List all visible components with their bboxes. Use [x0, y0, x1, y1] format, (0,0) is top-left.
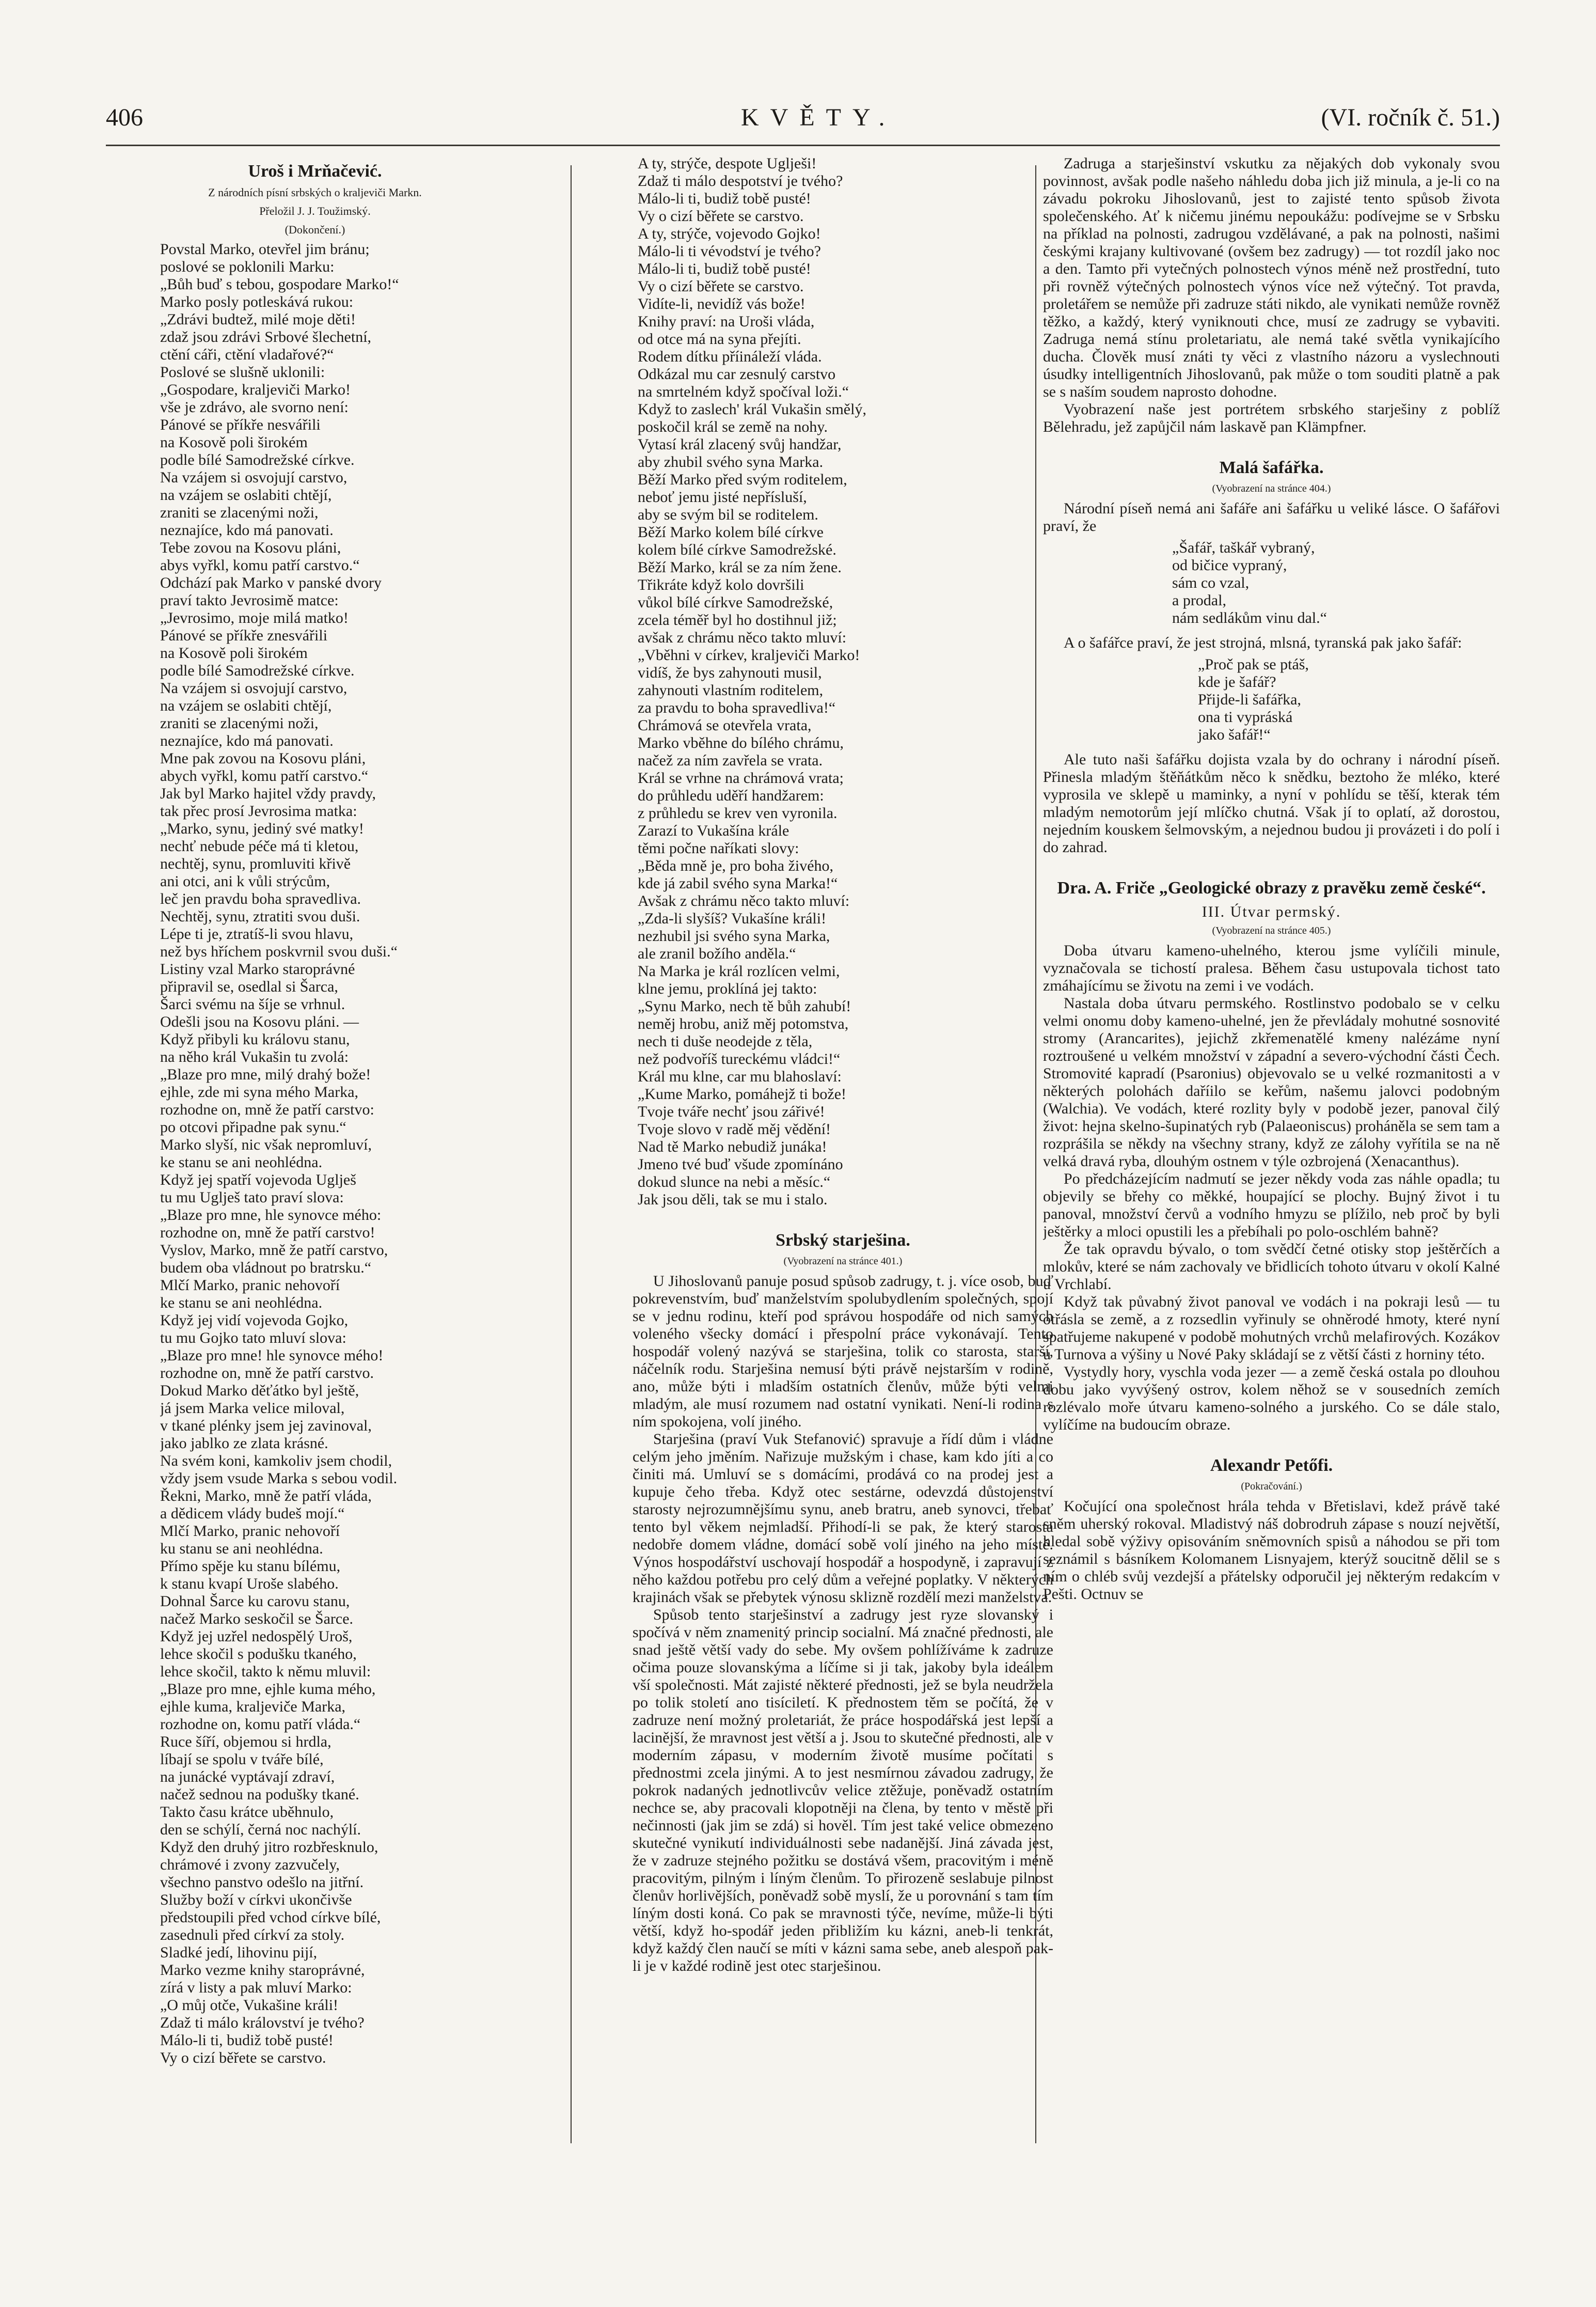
safarka-title: Malá šafářka. [1219, 458, 1324, 477]
verse-line: zasednuli před církví za stoly. [160, 1926, 345, 1943]
verse-line: neznajíce, kdo má panovati. [160, 732, 334, 749]
verse-line: Dokud Marko děťátko byl ještě, [160, 1382, 359, 1399]
verse-line: leč jen pravdu boha spravedliva. [160, 890, 361, 907]
verse-line: rozhodne on, mně že patří carstvo! [160, 1224, 375, 1241]
verse-line: „Blaze pro mne, milý drahý bože! [160, 1066, 371, 1083]
paragraph: Starješina (praví Vuk Stefanović) spravuje a řídí dům i vládne celým jeho jměním. Nařizuje mužským i chase, kam kdo jíti a co činiti má. Umluví se s domácími, prodává co na prodej jest a kupuje čeho třeba. Když otec sestárne, odevzdá důstojenství starosty nejrozumnějšímu synu, aneb bratru, aneb synovci, třebať tento byl věkem nejmladší. Přihodí-li se pak, že který starosta nedobře domem vládne, domácí sobě volí jiného na jeho místě. Výnos hospodářství uschovají hospodář a hospodyně, i zapravují z něho každou potřebu pro celý dům a veřejné poplatky. V některých krajinách však se přebytek výnosu sklizně rozdělí mezi manželstva. [633, 1431, 1053, 1606]
verse-line: nechť nebude péče má ti kletou, [160, 838, 359, 855]
verse-line: neznajíce, kdo má panovati. [160, 522, 334, 539]
verse-line: Když den druhý jitro rozbřesknulo, [160, 1839, 378, 1856]
verse-line: aby zhubil svého syna Marka. [638, 453, 824, 470]
verse-line: neměj hrobu, aniž měj potomstva, [638, 1015, 849, 1032]
verse-line: avšak z chrámu něco takto mluví: [638, 629, 847, 646]
verse-line: Ruce šíří, objemou si hrdla, [160, 1733, 331, 1750]
verse-line: A ty, strýče, vojevodo Gojko! [638, 225, 821, 242]
verse-line: Nad tě Marko nebudiž junáka! [638, 1138, 827, 1155]
verse-line: na Kosově poli širokém [160, 645, 308, 662]
verse-line: Jak byl Marko hajitel vždy pravdy, [160, 785, 376, 802]
paragraph: Vystydly hory, vyschla voda jezer — a země česká ostala po dlouhou dobu jako vyvýšený ostrov, kolem něhož se v sousedních zemích rozlévalo moře útvaru kameno-solného a jurského. Co se dále stalo, vylíčíme na budoucím obraze. [1043, 1363, 1500, 1433]
verse-line: Vy o cizí běřete se carstvo. [160, 2049, 326, 2066]
verse-line: Služby boží v církvi ukončivše [160, 1891, 352, 1908]
verse-line: ke stanu se ani neohlédna. [160, 1294, 323, 1311]
geology-caption: (Vyobrazení na stránce 405.) [1212, 925, 1331, 936]
paragraph: Když tak půvabný život panoval ve vodách i na pokraji lesů — tu otřásla se země, a z rozsedlin vyřinuly se ohněrodé hmoty, které nyní spatřujeme nakupené v podobě mohutných vrchů melafirových. Kozákov u Turnova a výšiny u Nové Paky skládají se z větší části z horniny této. [1043, 1293, 1500, 1363]
verse-line: načež sednou na podušky tkané. [160, 1786, 359, 1803]
verse-line: neboť jemu jisté nepřísluší, [638, 489, 807, 506]
verse-line: na něho král Vukašin tu zvolá: [160, 1048, 349, 1065]
paragraph: Vyobrazení naše jest portrétem srbského starješiny z poblíž Bělehradu, jež zapůjčil nám laskavě pan Klämpfner. [1043, 401, 1500, 435]
verse-line: Odchází pak Marko v panské dvory [160, 574, 382, 591]
verse-line: kde je šafář? [1198, 673, 1276, 690]
verse-line: Dohnal Šarce ku carovu stanu, [160, 1593, 350, 1610]
verse-line: vždy jsem vsude Marka s sebou vodil. [160, 1470, 398, 1487]
verse-line: Málo-li ti, budiž tobě pusté! [638, 190, 811, 207]
poem-note: (Dokončení.) [285, 223, 345, 236]
verse-line: Nechtěj, synu, ztratiti svou duši. [160, 908, 360, 925]
verse-line: načež Marko seskočil se Šarce. [160, 1610, 354, 1627]
verse-line: podle bílé Samodrežské církve. [160, 451, 355, 468]
column-3 [1043, 155, 1500, 2283]
verse-line: Vy o cizí běřete se carstvo. [638, 278, 804, 295]
verse-line: Marko vběhne do bílého chrámu, [638, 734, 844, 751]
verse-line: abys vyřkl, komu patří carstvo.“ [160, 557, 360, 574]
verse-line: Vidíte-li, nevidíž vás bože! [638, 295, 805, 312]
verse-line: Král mu klne, car mu blahoslaví: [638, 1068, 842, 1085]
verse-line: praví takto Jevrosimě matce: [160, 592, 339, 609]
petofi-title: Alexandr Petőfi. [1210, 1456, 1333, 1475]
verse-line: Třikráte když kolo dovršili [638, 576, 804, 593]
verse-line: Tebe zovou na Kosovu pláni, [160, 539, 341, 556]
paragraph: U Jihoslovanů panuje posud spůsob zadrugy, t. j. více osob, buď pokrevenstvím, buď manželstvím spolubydlením společných, spojí se v jednu rodinu, kteří pod správou hospodáře od nich samých voleného všecky domácí i přespolní práce vykonávají. Tento hospodář volený nazývá se starješina, tolik co starosta, starší, náčelník rodu. Starješina nemusí býti právě nejstarším v rodině, ano, může býti i mladším ostatních členův, může býti velmi mladým, ale musí rozumem nad ostatní vynikati. Není-li rodina s ním spokojena, volí jiného. [633, 1273, 1053, 1430]
safarka-caption: (Vyobrazení na stránce 404.) [1212, 483, 1331, 494]
verse-line: Vyslov, Marko, mně že patří carstvo, [160, 1242, 388, 1259]
verse-line: Šarci svému na šíje se vrhnul. [160, 996, 345, 1013]
verse-line: a prodal, [1172, 592, 1226, 609]
verse-line: Marko posly potleskává rukou: [160, 293, 354, 310]
verse-line: Řekni, Marko, mně že patří vláda, [160, 1487, 372, 1504]
verse-line: „Zdrávi budtež, milé moje děti! [160, 311, 356, 328]
verse-line: ctění cáři, ctění vladařové?“ [160, 346, 334, 363]
verse-line: zírá v listy a pak mluví Marko: [160, 1979, 352, 1996]
safarka-quote-2 [1198, 656, 1500, 744]
verse-line: Na svém koni, kamkoliv jsem chodil, [160, 1452, 392, 1469]
geology-title: Dra. A. Friče „Geologické obrazy z pravěku země české“. [1057, 878, 1486, 898]
verse-line: zahynouti vlastním roditelem, [638, 682, 824, 699]
verse-line: lehce skočil, takto k němu mluvil: [160, 1663, 371, 1680]
verse-line: na vzájem se oslabiti chtějí, [160, 697, 332, 714]
verse-line: „Šafář, taškář vybraný, [1172, 539, 1315, 556]
header-rule [106, 145, 1500, 146]
verse-line: od bičice vypraný, [1172, 557, 1287, 574]
page-number: 406 [106, 104, 143, 131]
verse-line: než bys hříchem poskvrnil svou duši.“ [160, 943, 398, 960]
poem-verses-continued [633, 155, 1053, 1209]
verse-line: Zarazí to Vukašína krále [638, 822, 789, 839]
verse-line: Přijde-li šafářka, [1198, 691, 1301, 708]
verse-line: nech ti duše neodejde z těla, [638, 1033, 813, 1050]
verse-line: ejhle, zde mi syna mého Marka, [160, 1084, 359, 1101]
verse-line: zraniti se zlacenými noži, [160, 504, 319, 521]
verse-line: „Blaze pro mne! hle synovce mého! [160, 1347, 384, 1364]
verse-line: než podvoříš tureckému vládci!“ [638, 1050, 841, 1068]
poem-title: Uroš i Mrňačević. [248, 162, 382, 181]
verse-line: vše je zdrávo, ale svorno není: [160, 399, 349, 416]
column-divider [571, 165, 572, 2143]
verse-line: ona ti vypráská [1198, 709, 1293, 726]
verse-line: po otcovi připadne pak synu.“ [160, 1119, 346, 1136]
starjesina-title: Srbský starješina. [776, 1231, 910, 1250]
verse-line: Běží Marko kolem bílé církve [638, 524, 824, 541]
verse-line: A ty, strýče, despote Uglješi! [638, 155, 817, 172]
verse-line: tak přec prosí Jevrosima matka: [160, 803, 357, 820]
verse-line: Pánové se příkře znesvářili [160, 627, 328, 644]
verse-line: kde já zabil svého syna Marka!“ [638, 875, 838, 892]
verse-line: „Kume Marko, pomáhejž ti bože! [638, 1086, 847, 1103]
verse-line: Lépe ti je, ztratíš-li svou hlavu, [160, 925, 354, 943]
starjesina-caption: (Vyobrazení na stránce 401.) [783, 1255, 903, 1267]
verse-line: Chrámová se otevřela vrata, [638, 717, 812, 734]
verse-line: Na vzájem si osvojují carstvo, [160, 469, 347, 486]
safarka-intro: Národní píseň nemá ani šafáře ani šafářku u veliké lásce. O šafářovi praví, že [1043, 500, 1500, 535]
paragraph: Že tak opravdu bývalo, o tom svědčí četné otisky stop ještěrčích a mlokův, které se nám zachovaly ve břidlicích tohoto útvaru v okolí Kalné u Vrchlabí. [1043, 1241, 1500, 1293]
verse-line: „Zda-li slyšíš? Vukašíne králi! [638, 910, 827, 927]
verse-line: Sladké jedí, lihovinu pijí, [160, 1944, 318, 1961]
verse-line: dokud slunce na nebi a měsíc.“ [638, 1173, 831, 1190]
verse-line: Když jej vidí vojevoda Gojko, [160, 1312, 349, 1329]
verse-line: Když přibyli ku královu stanu, [160, 1031, 350, 1048]
verse-line: Listiny vzal Marko staroprávné [160, 961, 355, 978]
verse-line: zdaž jsou zdrávi Srbové šlechetní, [160, 328, 372, 346]
paragraph: Po předcházejícím nadmutí se jezer někdy voda zas náhle opadla; tu objevily se břehy co měkké, houpající se plochy. Bujný život i tu panoval, množství červů a vodního hmyzu se plížilo, neb proč by byli ještěrky a mloci opustili les a přebíhali po polo-oschlém bahně? [1043, 1170, 1500, 1240]
safarka-outro: Ale tuto naši šafářku dojista vzala by do ochrany i národní píseň. Přinesla mladým štěňátkům něco k snědku, beztoho že mléko, které vyprosila ve sklepě u maminky, a nyní v pohlídu se těší, kterak tém mladým nemotorům její mlíčko chutná. Však jí to oplatí, až dorostou, nejedním kouskem šelmovským, a nejednou budou ji provázeti i do polí i do zahrad. [1043, 751, 1500, 856]
issue-label: (VI. ročník č. 51.) [1321, 104, 1500, 131]
verse-line: vůkol bílé církve Samodrežské, [638, 594, 833, 611]
verse-line: všechno panstvo odešlo na jitřní. [160, 1874, 364, 1891]
verse-line: Rodem dítku příináleží vláda. [638, 348, 822, 365]
verse-line: chrámové i zvony zazvučely, [160, 1856, 340, 1873]
verse-line: kolem bílé církve Samodrežské. [638, 541, 836, 558]
verse-line: poslové se poklonili Marku: [160, 258, 335, 275]
verse-line: Mlčí Marko, pranic nehovoří [160, 1277, 340, 1294]
verse-line: z průhledu se krev ven vyronila. [638, 805, 837, 822]
verse-line: Málo-li ti vévodství je tvého? [638, 243, 821, 260]
verse-line: připravil se, osedlal si Šarca, [160, 978, 338, 995]
starjesina-body-continued [1043, 155, 1500, 436]
verse-line: ale zranil božího anděla.“ [638, 945, 796, 962]
verse-line: Když jej spatří vojevoda Uglješ [160, 1171, 356, 1188]
verse-line: tu mu Uglješ tato praví slova: [160, 1189, 344, 1206]
verse-line: zraniti se zlacenými noži, [160, 715, 319, 732]
verse-line: rozhodne on, komu patří vláda.“ [160, 1716, 361, 1733]
verse-line: „O můj otče, Vukašine králi! [160, 1997, 339, 2014]
verse-line: nezhubil jsi svého syna Marka, [638, 928, 830, 945]
verse-line: Tvoje slovo v radě měj vědění! [638, 1121, 831, 1138]
poem-subtitle: Z národních písní srbských o kraljeviči Markn. [208, 186, 422, 199]
verse-line: Na vzájem si osvojují carstvo, [160, 680, 347, 697]
verse-line: „Synu Marko, nech tě bůh zahubí! [638, 998, 851, 1015]
verse-line: Vytasí král zlacený svůj handžar, [638, 436, 842, 453]
verse-line: na junácké vyptávají zdraví, [160, 1768, 335, 1785]
paragraph: Nastala doba útvaru permského. Rostlinstvo podobalo se v celku velmi onomu doby kameno-uhelné, jen že převládaly mohutné sosnovité stromy (Arancarites), jejichž zkřemenatělé kmeny nalézáme nyní roztroušené u velkém množství v západní a severo-východní části Čech. Stromovité kapradí (Psaronius) objevovalo se u velké rozmanitosti a v některých polohách daříilo se keřům, našemu jalovci podobným (Walchia). Ve vodách, které rozlity byly v podobě jezer, panoval čilý život: hejna skelno-šupinatých ryb (Palaeoniscus) proháněla se sem tam a rozprášila se někdy na všechny strany, když ze zálohy vyřítila se na ně velká dravá ryba, dlouhým ostnem v týle ozbrojená (Xenacanthus). [1043, 995, 1500, 1170]
safarka-quote-1 [1172, 539, 1500, 627]
verse-line: Vy o cizí běřete se carstvo. [638, 208, 804, 225]
verse-line: Povstal Marko, otevřel jim bránu; [160, 241, 370, 258]
verse-line: jako jablko ze zlata krásné. [160, 1435, 328, 1452]
verse-line: předstoupili před vchod církve bílé, [160, 1909, 381, 1926]
journal-title: KVĚTY. [741, 104, 896, 131]
verse-line: líbají se spolu v tváře bílé, [160, 1751, 324, 1768]
verse-line: nám sedlákům vinu dal.“ [1172, 609, 1327, 626]
verse-line: ani otci, ani k vůli strýcům, [160, 873, 330, 890]
verse-line: Knihy praví: na Uroši vláda, [638, 313, 815, 330]
verse-line: Král se vrhne na chrámová vrata; [638, 770, 844, 787]
verse-line: vidíš, že bys zahynouti musil, [638, 664, 822, 681]
verse-line: ku stanu se ani neohlédna. [160, 1540, 323, 1557]
verse-line: aby se svým bil se roditelem. [638, 506, 818, 523]
starjesina-body [633, 1273, 1053, 1975]
verse-line: Když jej uzřel nedospělý Uroš, [160, 1628, 353, 1645]
verse-line: Takto času krátce uběhnulo, [160, 1803, 334, 1821]
verse-line: Pánové se příkře nesvářili [160, 416, 321, 433]
verse-line: den se schýlí, černá noc nachýlí. [160, 1821, 361, 1838]
verse-line: ke stanu se ani neohlédna. [160, 1154, 323, 1171]
verse-line: Avšak z chrámu něco takto mluví: [638, 892, 850, 909]
verse-line: na vzájem se oslabiti chtějí, [160, 486, 332, 504]
verse-line: ejhle kuma, kraljeviče Marka, [160, 1698, 346, 1715]
verse-line: Přímo spěje ku stanu bílému, [160, 1558, 341, 1575]
verse-line: „Vběhni v církev, kraljeviči Marko! [638, 647, 860, 664]
verse-line: Běží Marko před svým roditelem, [638, 471, 847, 488]
paragraph: Zadruga a starješinství vskutku za nějakých dob vykonaly svou povinnost, avšak podle našeho náhledu doba jich již minula, a je-li co na závadu pokroku Jihoslovanů, jest to zajisté tento spůsob života společenského. Ať k ničemu jinému nepoukážu: podívejme se v Srbsku na příklad na polnosti, zadrugou vzdělávané, a pak na polnosti, našimi českými krajany kultivované (ovšem bez zadrugy) — tot rozdíl jako noc a den. Tamto při vytečných polnostech výnos méně než prostřední, tuto při rovněž výtečných polnostech výnos více než výtečný. Tot pravda, proletářem se nemůže při zadruze státi nikdo, ale vynikati nemůže rovněž těžko, a každý, který vyniknouti chce, musí ze zadrugy se vybaviti. Zadruga nemá stínu proletariatu, ale nemá také světla vynikajícího ducha. Člověk musí znáti ty věci z vlastního názoru a vyslechnouti úsudky intelligentních Jihoslovanů, pak může o tom souditi platně a pak se s naším soudem naprosto dohodne. [1043, 155, 1500, 400]
verse-line: Jak jsou děli, tak se mu i stalo. [638, 1191, 828, 1208]
paragraph: Spůsob tento starješinství a zadrugy jest ryze slovanský i spočívá v něm znamenitý princip socialní. Má značné přednosti, ale snad ještě větší vady do sebe. My ovšem pohlížíváme k zadruze očima pouze slovanskýma a líčíme si ji tak, jakoby byla ideálem vší společnosti. Mát zajisté některé přednosti, jež se byla neudržela po tolik století ano tisíciletí. K přednostem těm se počítá, že v zadruze není možný proletariát, že práce hospodářská jest lepší a lacinější, že mravnost jest větší a j. Jsou to skutečné přednosti, ale v moderním zápasu, v moderním životě musíme počítati s přednostmi zcela jinými. A to jest nesmírnou závadou zadrugy, že pokrok nadaných jednotlivcův velice ztěžuje, poněvadž ostatním nechce se, aby pracovali klopotněji na člena, by tento v městě při nečinnosti (jak jim se zdá) si hověl. Tím jest také velice obmezeno skutečné vynikutí individuálnosti sebe nadanější. Jiná závada jest, že v zadruze stejného požitku se dostává všem, pracovitým i méně pracovitým, pilným i líným členům. To přirozeně seslabuje pilnost členův horlivějších, poněvadž sobě myslí, že u porovnání s tam tím líným dosti koná. Co pak se mravnosti týče, nevíme, může-li býti větší, když ho-spodář jeden přibližím ku kázni, aneb-li tenkrát, když každý člen naučí se míti v kázni sama sebe, aneb alespoň pak-li je v každé rodině jest otec starješinou. [633, 1606, 1053, 1974]
verse-line: zcela téměř byl ho dostihnul již; [638, 611, 837, 629]
verse-line: Marko vezme knihy staroprávné, [160, 1961, 365, 1979]
verse-line: Odešli jsou na Kosovu pláni. — [160, 1013, 359, 1030]
verse-line: Málo-li ti, budiž tobě pusté! [638, 260, 811, 277]
geology-section: III. Útvar permský. [1202, 903, 1341, 920]
verse-line: těmi počne naříkati slovy: [638, 840, 799, 857]
verse-line: načež za ním zavřela se vrata. [638, 752, 823, 769]
verse-line: na smrtelném když spočíval loži.“ [638, 383, 849, 400]
verse-line: Když to zaslech' král Vukašin smělý, [638, 401, 866, 418]
verse-line: Tvoje tváře nechť jsou zářivé! [638, 1103, 825, 1120]
poem-verses [160, 241, 470, 2067]
verse-line: Běží Marko, král se za ním žene. [638, 559, 842, 576]
verse-line: lehce skočil s podušku tkaného, [160, 1645, 357, 1662]
verse-line: Mne pak zovou na Kosovu pláni, [160, 750, 366, 767]
verse-line: tu mu Gojko tato mluví slova: [160, 1329, 346, 1346]
verse-line: budem oba vládnout po bratrsku.“ [160, 1259, 372, 1276]
verse-line: v tkané plénky jsem jej zavinoval, [160, 1417, 372, 1434]
verse-line: sám co vzal, [1172, 574, 1250, 591]
verse-line: Na Marka je král rozlícen velmi, [638, 963, 840, 980]
verse-line: nechtěj, synu, promluviti křivě [160, 855, 351, 872]
verse-line: rozhodne on, mně že patří carstvo. [160, 1364, 374, 1382]
verse-line: Zdaž ti málo království je tvého? [160, 2014, 365, 2031]
verse-line: „Proč pak se ptáš, [1198, 656, 1309, 673]
verse-line: „Blaze pro mne, hle synovce mého: [160, 1206, 382, 1223]
paragraph: Doba útvaru kameno-uhelného, kterou jsme vylíčili minule, vyznačovala se tichostí pralesa. Během času ustupovala tichost tato zmáhajícímu se životu na zemi i ve vodách. [1043, 942, 1500, 994]
verse-line: „Marko, synu, jediný své matky! [160, 820, 364, 837]
verse-line: na Kosově poli širokém [160, 434, 308, 451]
verse-line: poskočil král se země na nohy. [638, 418, 828, 435]
verse-line: Mlčí Marko, pranic nehovoří [160, 1523, 340, 1540]
verse-line: podle bílé Samodrežské církve. [160, 662, 355, 679]
verse-line: „Jevrosimo, moje milá matko! [160, 609, 349, 626]
column-2 [633, 155, 1053, 2283]
verse-line: k stanu kvapí Uroše slabého. [160, 1575, 339, 1592]
geology-body [1043, 942, 1500, 1434]
verse-line: Jmeno tvé buď všude zpomínáno [638, 1156, 843, 1173]
verse-line: jako šafář!“ [1198, 726, 1271, 743]
verse-line: „Gospodare, kraljeviči Marko! [160, 381, 351, 398]
verse-line: „Blaze pro mne, ejhle kuma mého, [160, 1681, 376, 1698]
verse-line: „Bůh buď s tebou, gospodare Marko!“ [160, 276, 399, 293]
safarka-middle: A o šafářce praví, že jest strojná, mlsná, tyranská pak jako šafář: [1064, 634, 1462, 651]
verse-line: klne jemu, proklíná jej takto: [638, 980, 817, 997]
verse-line: rozhodne on, mně že patří carstvo: [160, 1101, 374, 1118]
verse-line: od otce má na syna přejíti. [638, 331, 801, 348]
verse-line: Málo-li ti, budiž tobě pusté! [160, 2032, 334, 2049]
verse-line: abych vyřkl, komu patří carstvo.“ [160, 767, 369, 784]
verse-line: Zdaž ti málo despotství je tvého? [638, 172, 843, 190]
verse-line: Odkázal mu car zesnulý carstvo [638, 366, 836, 383]
verse-line: za pravdu to boha spravedliva!“ [638, 699, 836, 716]
verse-line: Marko slyší, nic však nepromluví, [160, 1136, 372, 1153]
poem-translator: Přeložil J. J. Toužimský. [259, 205, 371, 217]
verse-line: já jsem Marka velice miloval, [160, 1400, 345, 1417]
column-1 [160, 155, 470, 2283]
verse-line: Poslové se slušně uklonili: [160, 364, 325, 381]
verse-line: do průhledu uděří handžarem: [638, 787, 824, 804]
petofi-note: (Pokračování.) [1241, 1481, 1302, 1492]
verse-line: a dědicem vlády budeš mojí.“ [160, 1505, 345, 1522]
page-header [106, 103, 1500, 139]
petofi-paragraph: Kočující ona společnost hrála tehda v Břetislavi, kdež právě také sněm uherský rokoval. Mladistvý náš dobrodruh zápase s nouzí největší, hledal sobě výživy opisováním sněmovních spisů a náhodou se při tom seznámil s básníkem Kolomanem Lisnyajem, kterýž soucitně dělil se s ním o chléb svůj vezdejší a přátelsky odporučil jej některým redakcím v Pešti. Octnuv se [1043, 1498, 1500, 1603]
verse-line: „Běda mně je, pro boha živého, [638, 857, 834, 874]
